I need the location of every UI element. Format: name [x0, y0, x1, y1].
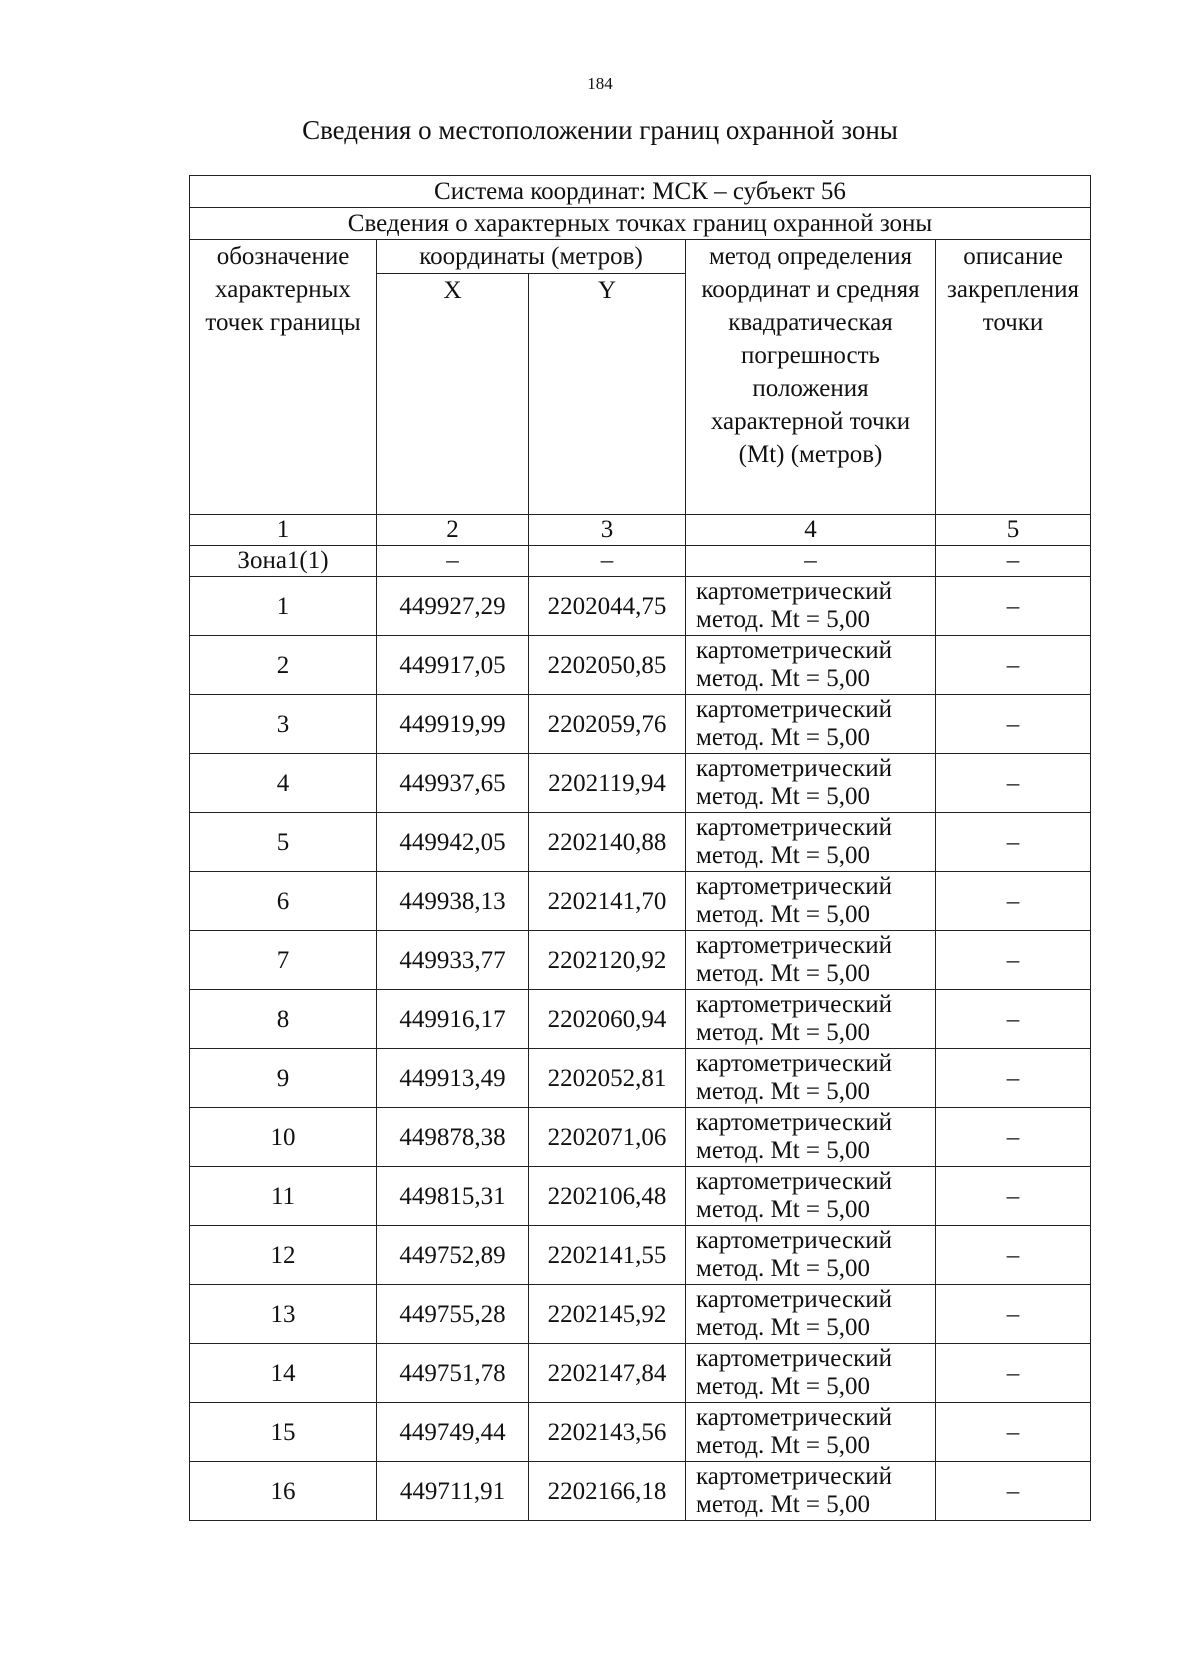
point-method: [686, 990, 936, 1049]
method-accuracy: метод. Mt = 5,00: [696, 1019, 871, 1046]
method-name: картометрический: [696, 873, 892, 900]
table-row: [190, 1226, 1091, 1285]
point-x: 449917,05: [377, 636, 529, 695]
method-accuracy: метод. Mt = 5,00: [696, 1078, 871, 1105]
method-accuracy: метод. Mt = 5,00: [696, 724, 871, 751]
zone-x: –: [377, 546, 529, 577]
point-method: [686, 931, 936, 990]
point-y: 2202140,88: [529, 813, 686, 872]
point-id: 7: [190, 931, 377, 990]
point-y: 2202141,70: [529, 872, 686, 931]
table-row: [190, 1049, 1091, 1108]
point-method: [686, 872, 936, 931]
point-description: –: [936, 1403, 1091, 1462]
table-row: [190, 577, 1091, 636]
method-name: картометрический: [696, 1463, 892, 1490]
point-x: 449937,65: [377, 754, 529, 813]
method-name: картометрический: [696, 578, 892, 605]
method-accuracy: метод. Mt = 5,00: [696, 1491, 871, 1518]
method-name: картометрический: [696, 1227, 892, 1254]
column-number: 2: [377, 515, 529, 546]
point-method: [686, 1285, 936, 1344]
zone-name: Зона1(1): [190, 546, 377, 577]
point-description: –: [936, 1344, 1091, 1403]
point-id: 14: [190, 1344, 377, 1403]
point-y: 2202145,92: [529, 1285, 686, 1344]
column-number: 1: [190, 515, 377, 546]
point-x: 449927,29: [377, 577, 529, 636]
point-description: –: [936, 754, 1091, 813]
zone-row: [190, 546, 1091, 577]
point-y: 2202141,55: [529, 1226, 686, 1285]
point-method: [686, 636, 936, 695]
point-y: 2202119,94: [529, 754, 686, 813]
document-title: Сведения о местоположении границ охранной зоны: [302, 115, 898, 145]
point-method: [686, 1403, 936, 1462]
point-y: 2202060,94: [529, 990, 686, 1049]
point-method: [686, 577, 936, 636]
point-id: 11: [190, 1167, 377, 1226]
point-y: 2202147,84: [529, 1344, 686, 1403]
coordinate-system-label: Система координат: МСК – субъект 56: [190, 176, 1091, 208]
table-row: [190, 754, 1091, 813]
point-x: 449749,44: [377, 1403, 529, 1462]
point-id: 15: [190, 1403, 377, 1462]
header-coordinates: координаты (метров): [377, 240, 686, 274]
table-row: [190, 695, 1091, 754]
point-description: –: [936, 1049, 1091, 1108]
point-description: –: [936, 1226, 1091, 1285]
point-x: 449752,89: [377, 1226, 529, 1285]
method-accuracy: метод. Mt = 5,00: [696, 1255, 871, 1282]
point-method: [686, 695, 936, 754]
zone-method: –: [686, 546, 936, 577]
point-id: 4: [190, 754, 377, 813]
point-x: 449711,91: [377, 1462, 529, 1521]
point-x: 449815,31: [377, 1167, 529, 1226]
point-x: 449933,77: [377, 931, 529, 990]
point-x: 449878,38: [377, 1108, 529, 1167]
column-number-row: [190, 515, 1091, 546]
method-name: картометрический: [696, 696, 892, 723]
point-y: 2202166,18: [529, 1462, 686, 1521]
point-id: 13: [190, 1285, 377, 1344]
table-row: [190, 872, 1091, 931]
table-row: [190, 931, 1091, 990]
point-description: –: [936, 990, 1091, 1049]
point-x: 449916,17: [377, 990, 529, 1049]
method-accuracy: метод. Mt = 5,00: [696, 1314, 871, 1341]
point-description: –: [936, 1167, 1091, 1226]
point-method: [686, 1049, 936, 1108]
point-id: 1: [190, 577, 377, 636]
point-y: 2202059,76: [529, 695, 686, 754]
point-description: –: [936, 872, 1091, 931]
point-x: 449938,13: [377, 872, 529, 931]
point-method: [686, 1344, 936, 1403]
point-y: 2202143,56: [529, 1403, 686, 1462]
point-y: 2202120,92: [529, 931, 686, 990]
point-id: 16: [190, 1462, 377, 1521]
table-row: [190, 990, 1091, 1049]
point-x: 449755,28: [377, 1285, 529, 1344]
point-y: 2202050,85: [529, 636, 686, 695]
column-number: 3: [529, 515, 686, 546]
point-y: 2202071,06: [529, 1108, 686, 1167]
point-id: 9: [190, 1049, 377, 1108]
point-y: 2202044,75: [529, 577, 686, 636]
method-name: картометрический: [696, 991, 892, 1018]
method-accuracy: метод. Mt = 5,00: [696, 1373, 871, 1400]
method-name: картометрический: [696, 1345, 892, 1372]
header-point-designation: обозначение характерных точек границы: [190, 240, 377, 515]
method-accuracy: метод. Mt = 5,00: [696, 1196, 871, 1223]
header-description: описание закрепления точки: [936, 240, 1091, 515]
point-description: –: [936, 636, 1091, 695]
point-x: 449919,99: [377, 695, 529, 754]
table-row: [190, 813, 1091, 872]
table-row: [190, 1285, 1091, 1344]
method-accuracy: метод. Mt = 5,00: [696, 783, 871, 810]
point-y: 2202052,81: [529, 1049, 686, 1108]
zone-y: –: [529, 546, 686, 577]
point-id: 6: [190, 872, 377, 931]
table-row: [190, 1108, 1091, 1167]
method-accuracy: метод. Mt = 5,00: [696, 606, 871, 633]
point-description: –: [936, 1462, 1091, 1521]
boundary-points-table: [189, 175, 1091, 1521]
point-description: –: [936, 695, 1091, 754]
method-name: картометрический: [696, 1109, 892, 1136]
point-id: 3: [190, 695, 377, 754]
header-x: X: [377, 274, 529, 515]
point-id: 10: [190, 1108, 377, 1167]
point-id: 2: [190, 636, 377, 695]
table-row: [190, 1167, 1091, 1226]
point-method: [686, 754, 936, 813]
point-x: 449942,05: [377, 813, 529, 872]
point-x: 449913,49: [377, 1049, 529, 1108]
point-method: [686, 1167, 936, 1226]
method-accuracy: метод. Mt = 5,00: [696, 1137, 871, 1164]
point-id: 5: [190, 813, 377, 872]
method-name: картометрический: [696, 1050, 892, 1077]
table-row: [190, 1462, 1091, 1521]
method-name: картометрический: [696, 1286, 892, 1313]
method-accuracy: метод. Mt = 5,00: [696, 901, 871, 928]
method-accuracy: метод. Mt = 5,00: [696, 665, 871, 692]
method-accuracy: метод. Mt = 5,00: [696, 1432, 871, 1459]
method-name: картометрический: [696, 637, 892, 664]
method-name: картометрический: [696, 932, 892, 959]
method-accuracy: метод. Mt = 5,00: [696, 960, 871, 987]
point-id: 12: [190, 1226, 377, 1285]
column-number: 4: [686, 515, 936, 546]
page-number: 184: [587, 74, 613, 93]
header-method: метод определения координат и средняя квадратическая погрешность положения характерной точки (Mt) (метров): [686, 240, 936, 515]
table-row: [190, 636, 1091, 695]
table-row: [190, 1403, 1091, 1462]
column-number: 5: [936, 515, 1091, 546]
point-description: –: [936, 931, 1091, 990]
point-description: –: [936, 577, 1091, 636]
section-title: Сведения о характерных точках границ охранной зоны: [190, 208, 1091, 240]
header-y: Y: [529, 274, 686, 515]
method-name: картометрический: [696, 1168, 892, 1195]
point-method: [686, 813, 936, 872]
point-description: –: [936, 813, 1091, 872]
point-y: 2202106,48: [529, 1167, 686, 1226]
point-method: [686, 1226, 936, 1285]
zone-description: –: [936, 546, 1091, 577]
point-description: –: [936, 1108, 1091, 1167]
point-method: [686, 1462, 936, 1521]
method-name: картометрический: [696, 755, 892, 782]
method-name: картометрический: [696, 814, 892, 841]
method-accuracy: метод. Mt = 5,00: [696, 842, 871, 869]
table-row: [190, 1344, 1091, 1403]
point-x: 449751,78: [377, 1344, 529, 1403]
method-name: картометрический: [696, 1404, 892, 1431]
point-description: –: [936, 1285, 1091, 1344]
point-id: 8: [190, 990, 377, 1049]
point-method: [686, 1108, 936, 1167]
